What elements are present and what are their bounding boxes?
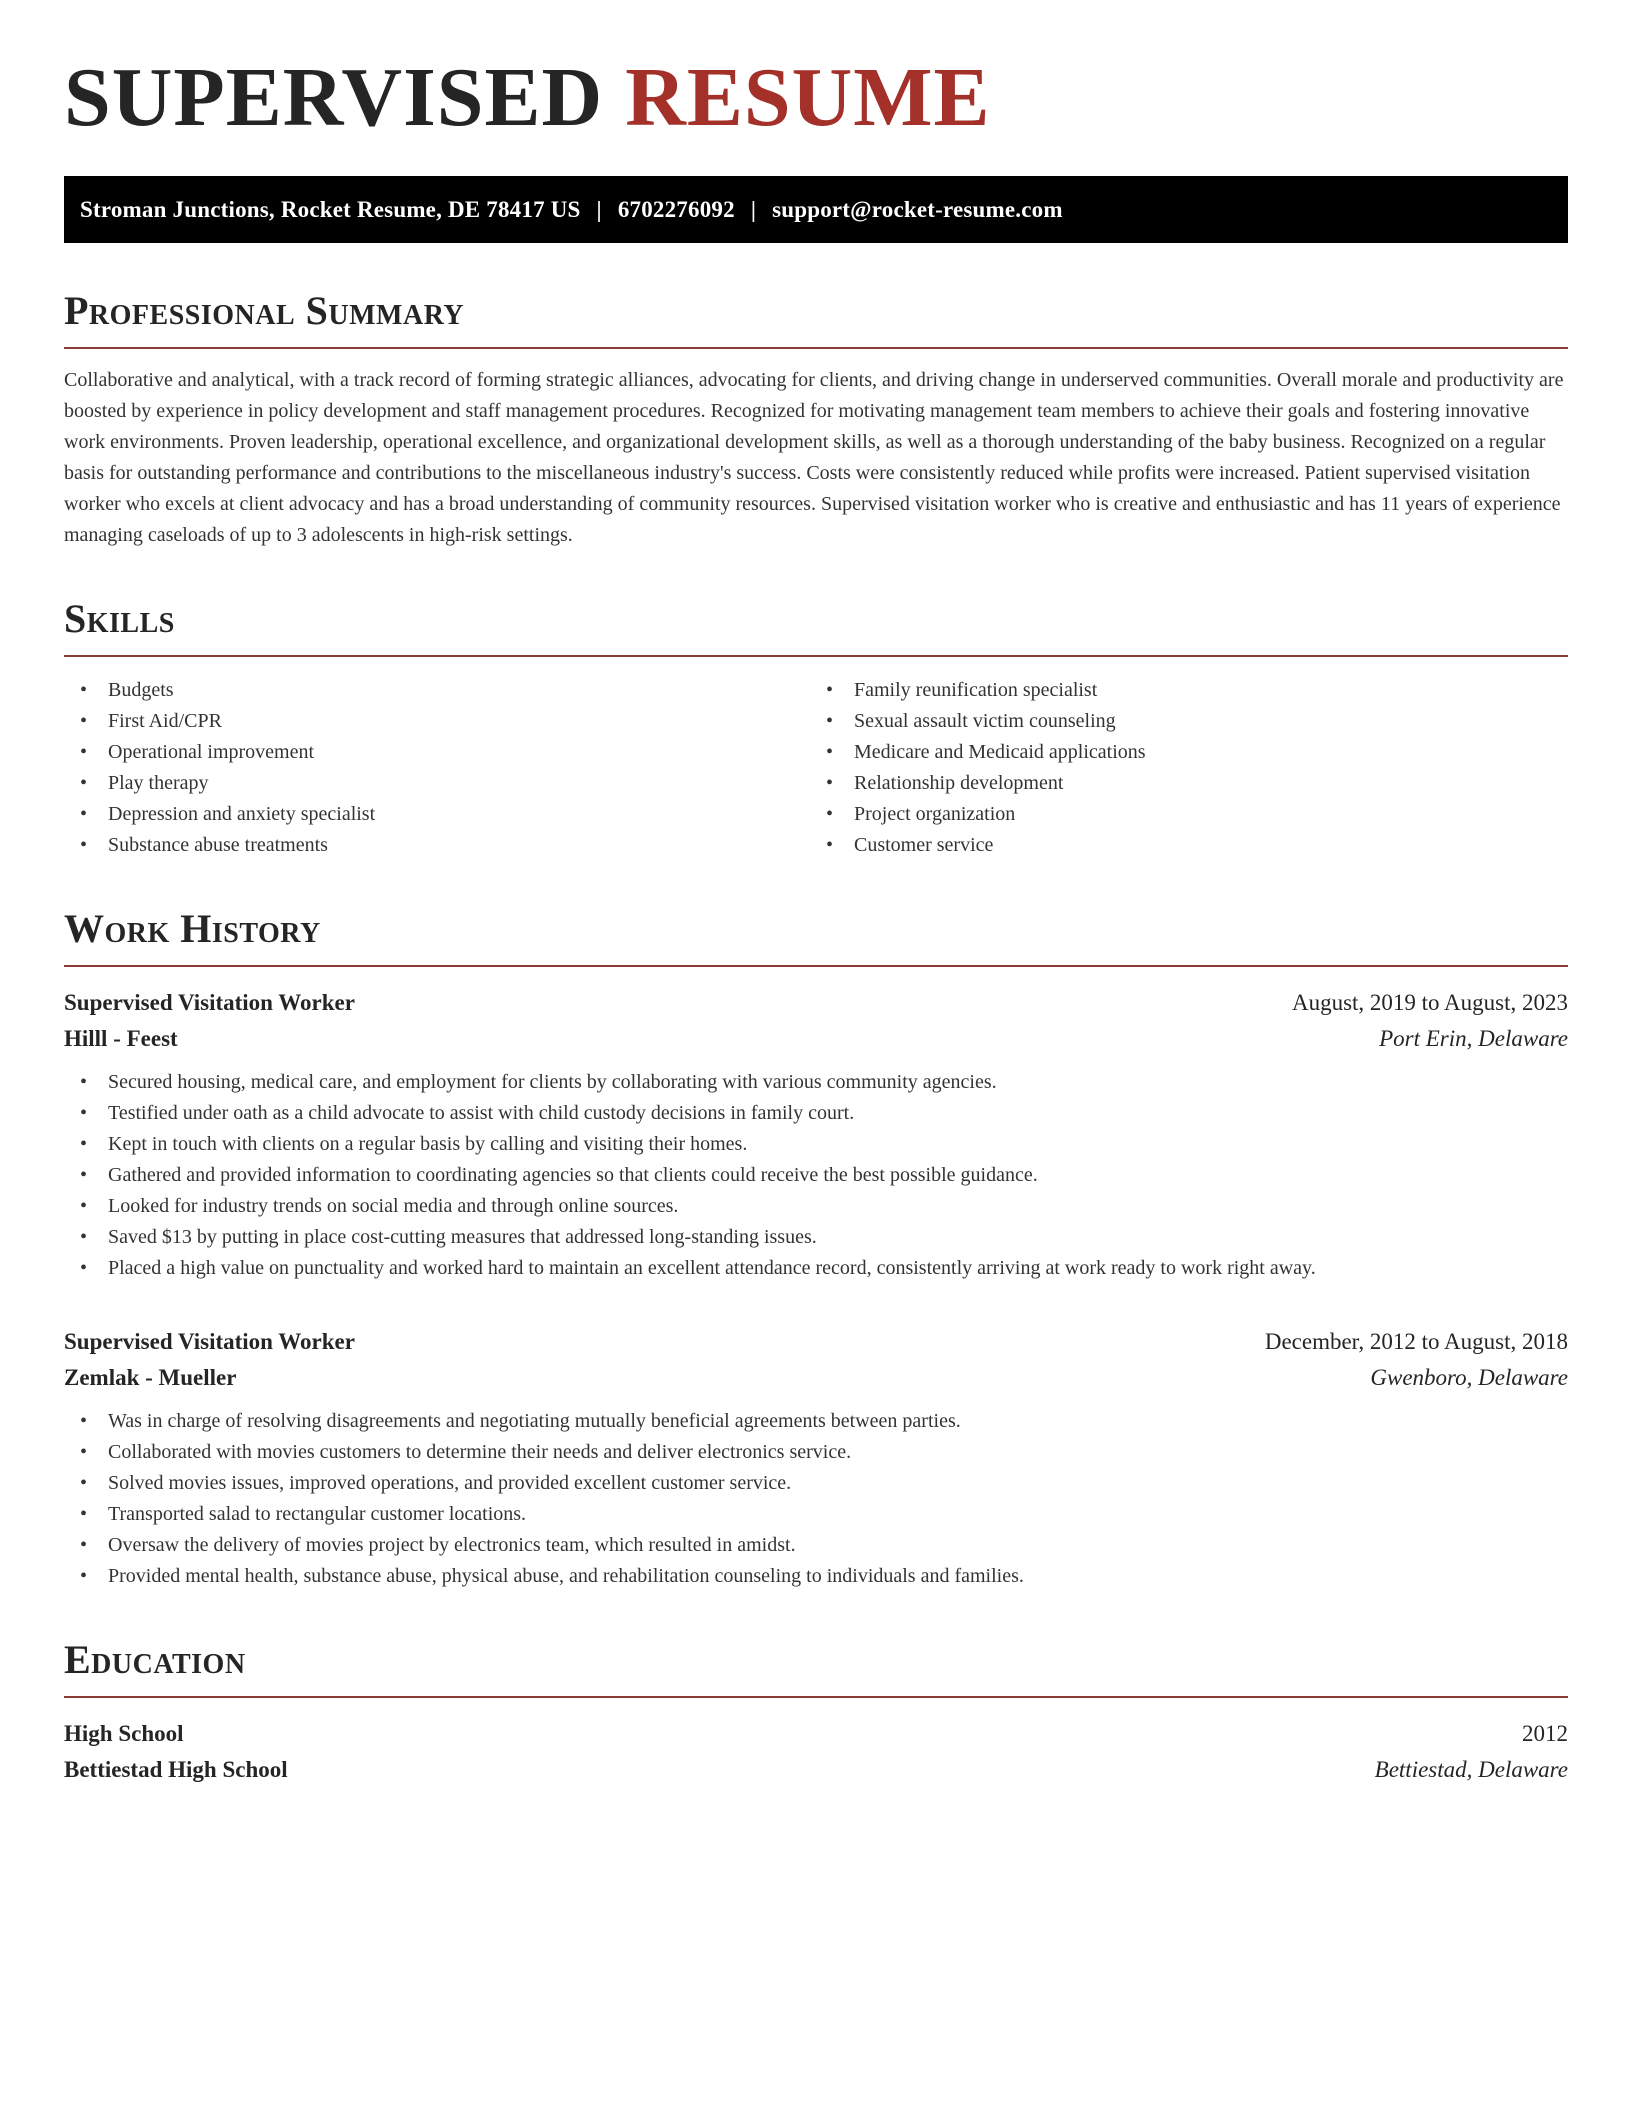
education-title: Education <box>64 1640 1568 1698</box>
skill-item: • Play therapy <box>108 768 822 799</box>
job-company: Zemlak - Mueller <box>64 1365 237 1390</box>
education-section <box>64 1637 1568 1788</box>
job-bullet: • Solved movies issues, improved operations, and provided excellent customer service. <box>108 1468 1568 1499</box>
job-dates: December, 2012 to August, 2018 <box>1264 1329 1568 1354</box>
education-location: Bettiestad, Delaware <box>1374 1757 1568 1782</box>
contact-phone: 6702276092 <box>617 196 735 222</box>
skills-columns <box>64 675 1568 861</box>
job-position: Supervised Visitation Worker <box>64 990 355 1015</box>
contact-bar <box>64 176 1568 243</box>
job-location: Gwenboro, Delaware <box>1370 1365 1568 1390</box>
job-company: Hilll - Feest <box>64 1026 178 1051</box>
job-bullet: • Transported salad to rectangular customer locations. <box>108 1499 1568 1530</box>
education-school: Bettiestad High School <box>64 1757 288 1782</box>
skill-item: • Sexual assault victim counseling <box>854 706 1568 737</box>
job-company-row <box>64 1360 1568 1396</box>
skill-item: • Family reunification specialist <box>854 675 1568 706</box>
skills-title: Skills <box>64 599 1568 657</box>
job-location: Port Erin, Delaware <box>1379 1026 1568 1051</box>
resume-name <box>64 51 1568 144</box>
skill-item: • Operational improvement <box>108 737 822 768</box>
job-dates: August, 2019 to August, 2023 <box>1291 990 1568 1015</box>
job-bullet: • Oversaw the delivery of movies project by electronics team, which resulted in amidst. <box>108 1530 1568 1561</box>
contact-email: support@rocket-resume.com <box>772 196 1063 222</box>
summary-title: Professional Summary <box>64 291 1568 349</box>
skill-item: • Project organization <box>854 799 1568 830</box>
job-bullet: • Placed a high value on punctuality and worked hard to maintain an excellent attendance record, consistently arriving at work ready to work right away. <box>108 1253 1568 1284</box>
skill-item: • Depression and anxiety specialist <box>108 799 822 830</box>
job-header-row <box>64 985 1568 1021</box>
first-name: SUPERVISED <box>64 51 604 144</box>
skills-right-list <box>822 675 1568 861</box>
skills-section <box>64 596 1568 861</box>
skill-item: • Customer service <box>854 830 1568 861</box>
summary-section <box>64 288 1568 551</box>
job-bullet: • Provided mental health, substance abuse, physical abuse, and rehabilitation counseling to individuals and families. <box>108 1561 1568 1592</box>
job-entry <box>64 985 1568 1284</box>
work-title: Work History <box>64 909 1568 967</box>
job-bullet: • Kept in touch with clients on a regular basis by calling and visiting their homes. <box>108 1129 1568 1160</box>
skills-left-list <box>64 675 822 861</box>
job-header-row <box>64 1324 1568 1360</box>
skill-item: • Medicare and Medicaid applications <box>854 737 1568 768</box>
skill-item: • Relationship development <box>854 768 1568 799</box>
job-entry <box>64 1324 1568 1592</box>
job-bullets <box>64 1406 1568 1592</box>
contact-address: Stroman Junctions, Rocket Resume, DE 78417 US <box>80 196 581 222</box>
education-year: 2012 <box>1522 1721 1568 1746</box>
last-name: RESUME <box>625 51 991 144</box>
job-bullet: • Collaborated with movies customers to determine their needs and deliver electronics service. <box>108 1437 1568 1468</box>
education-header-row <box>64 1716 1568 1752</box>
education-degree: High School <box>64 1721 184 1746</box>
job-bullet: • Was in charge of resolving disagreements and negotiating mutually beneficial agreements between parties. <box>108 1406 1568 1437</box>
education-entry <box>64 1716 1568 1788</box>
job-bullets <box>64 1067 1568 1284</box>
job-bullet: • Secured housing, medical care, and employment for clients by collaborating with various community agencies. <box>108 1067 1568 1098</box>
job-bullet: • Looked for industry trends on social media and through online sources. <box>108 1191 1568 1222</box>
job-position: Supervised Visitation Worker <box>64 1329 355 1354</box>
contact-separator: | <box>596 196 602 222</box>
work-section <box>64 906 1568 1592</box>
skill-item: • Substance abuse treatments <box>108 830 822 861</box>
contact-separator: | <box>750 196 757 222</box>
education-school-row <box>64 1752 1568 1788</box>
job-bullet: • Saved $13 by putting in place cost-cutting measures that addressed long-standing issues. <box>108 1222 1568 1253</box>
job-bullet: • Testified under oath as a child advocate to assist with child custody decisions in family court. <box>108 1098 1568 1129</box>
skill-item: • Budgets <box>108 675 822 706</box>
skill-item: • First Aid/CPR <box>108 706 822 737</box>
job-company-row <box>64 1021 1568 1057</box>
job-bullet: • Gathered and provided information to coordinating agencies so that clients could receive the best possible guidance. <box>108 1160 1568 1191</box>
summary-text: Collaborative and analytical, with a track record of forming strategic alliances, advocating for clients, and driving change in underserved communities. Overall morale and productivity are boosted by experience in policy development and staff management procedures. Recognized for motivating management team members to achieve their goals and fostering innovative work environments. Proven leadership, operational excellence, and organizational development skills, as well as a thorough understanding of the baby business. Recognized on a regular basis for outstanding performance and contributions to the miscellaneous industry's success. Costs were consistently reduced while profits were increased. Patient supervised visitation worker who excels at client advocacy and has a broad understanding of community resources. Supervised visitation worker who is creative and enthusiastic and has 11 years of experience managing caseloads of up to 3 adolescents in high-risk settings. <box>64 369 1564 546</box>
